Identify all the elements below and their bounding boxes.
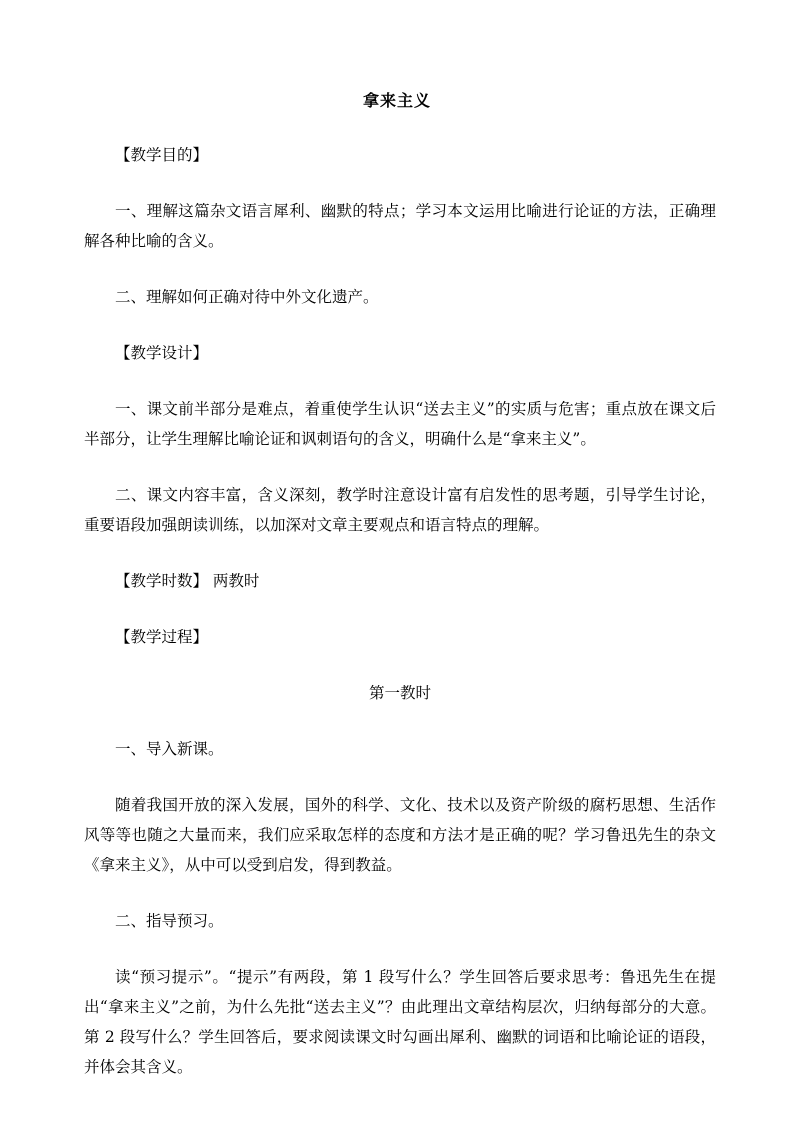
step-1-heading: 一、导入新课。 bbox=[115, 740, 224, 758]
teaching-goal-2: 二、理解如何正确对待中外文化遗产。 bbox=[115, 288, 379, 306]
teaching-design-1: 一、课文前半部分是难点，着重使学生认识“送去主义”的实质与危害；重点放在课文后半部分，让学生理解比喻论证和讽刺语句的含义，明确什么是“拿来主义”。 bbox=[84, 400, 716, 448]
teaching-hours: 【教学时数】 两教时 bbox=[115, 572, 260, 590]
step-2-text: 读“预习提示”。“提示”有两段，第 1 段写什么？学生回答后要求思考：鲁迅先生在提出“拿来主义”之前，为什么先批“送去主义”？由此理出文章结构层次，归纳每部分的大意。第 2 段写什么？学生回答后，要求阅读课文时勾画出犀利、幽默的词语和比喻论证的语段，并体会其含义。 bbox=[84, 968, 716, 1076]
step-1-text: 随着我国开放的深入发展，国外的科学、文化、技术以及资产阶级的腐朽思想、生活作风等等也随之大量而来，我们应采取怎样的态度和方法才是正确的呢？学习鲁迅先生的杂文《拿来主义》，从中可以受到启发，得到教益。 bbox=[84, 796, 716, 874]
teaching-design-heading: 【教学设计】 bbox=[115, 344, 209, 362]
teaching-goal-1: 一、理解这篇杂文语言犀利、幽默的特点；学习本文运用比喻进行论证的方法，正确理解各种比喻的含义。 bbox=[84, 202, 716, 250]
teaching-goal-heading: 【教学目的】 bbox=[115, 146, 209, 164]
step-2-heading: 二、指导预习。 bbox=[115, 912, 224, 930]
teaching-design-2: 二、课文内容丰富，含义深刻，教学时注意设计富有启发性的思考题，引导学生讨论，重要语段加强朗读训练，以加深对文章主要观点和语言特点的理解。 bbox=[84, 486, 716, 534]
teaching-process-heading: 【教学过程】 bbox=[115, 628, 209, 646]
document-title: 拿来主义 bbox=[362, 91, 431, 110]
lesson-one-title: 第一教时 bbox=[368, 684, 431, 702]
document-body bbox=[84, 140, 716, 1108]
